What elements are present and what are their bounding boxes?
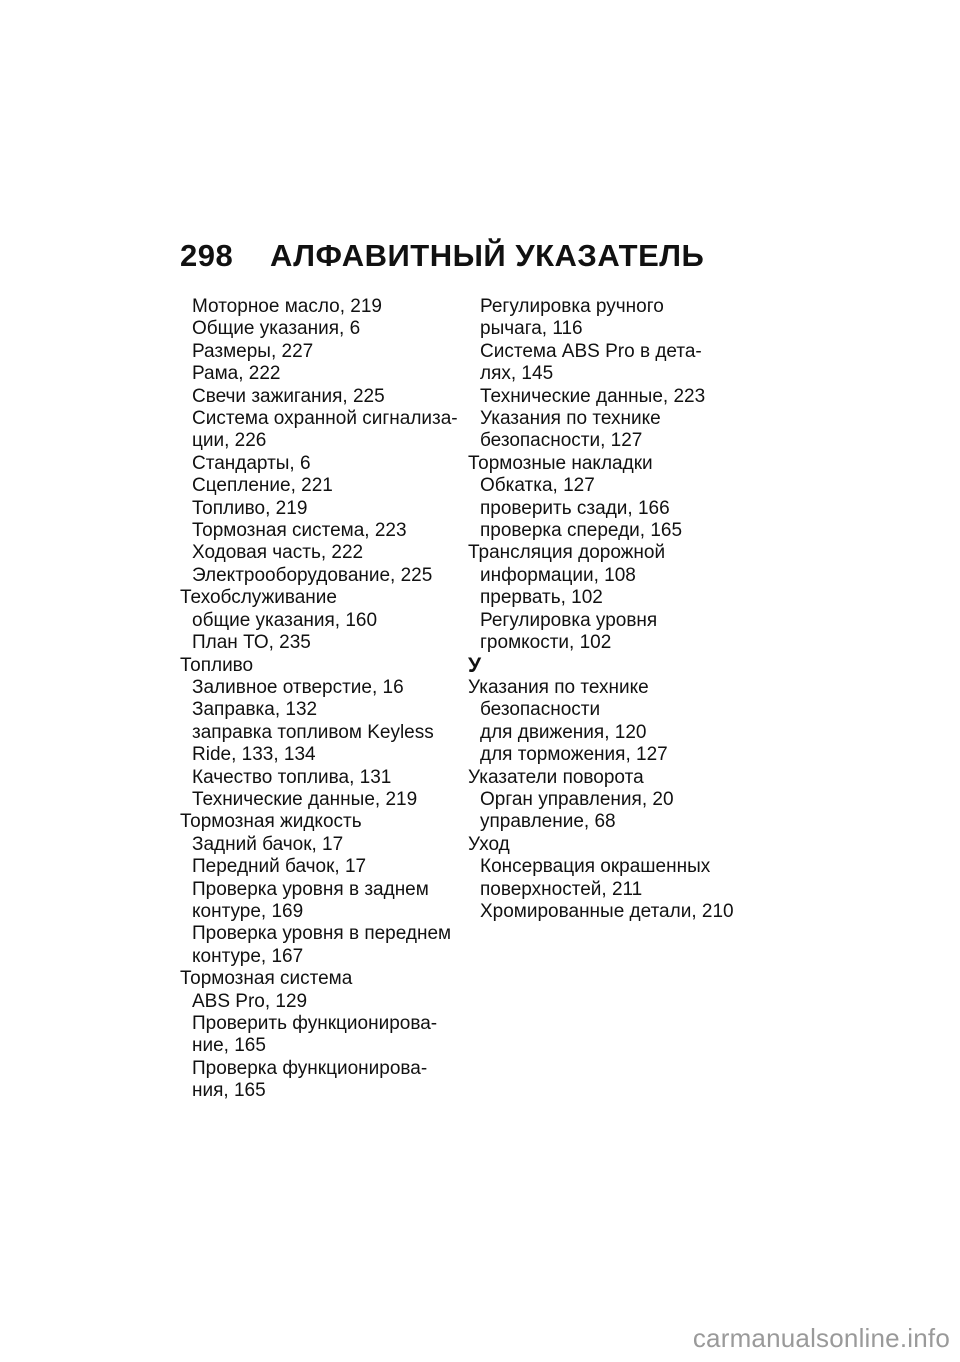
index-entry-sub: Система ABS Pro в дета- [480, 340, 702, 362]
index-entry-sub: Свечи зажигания, 225 [192, 385, 385, 407]
index-column-left [180, 296, 460, 1103]
index-entry-sub: Ходовая часть, 222 [192, 542, 364, 564]
index-entry-sub: проверить сзади, 166 [480, 497, 670, 519]
index-entry-main: Техобслуживание [180, 587, 337, 609]
index-entry-sub: Проверка функционирова- [192, 1057, 428, 1079]
index-entry-sub: безопасности, 127 [480, 430, 643, 452]
index-entry-sub: Проверка уровня в заднем [192, 878, 429, 900]
index-entry-sub: Задний бачок, 17 [192, 833, 344, 855]
index-entry-sub: Проверка уровня в переднем [192, 923, 452, 945]
index-entry-sub: Консервация окрашенных [480, 856, 711, 878]
index-entry-sub: Заправка, 132 [192, 699, 318, 721]
index-entry-sub: прервать, 102 [480, 587, 603, 609]
index-entry-main: Уход [468, 833, 510, 855]
index-entry-sub: Регулировка уровня [480, 609, 658, 631]
index-entry-sub: Рама, 222 [192, 363, 281, 385]
index-entry-sub: Обкатка, 127 [480, 475, 595, 497]
page-header [180, 238, 704, 282]
index-column-right [468, 296, 768, 923]
index-entry-sub: Моторное масло, 219 [192, 296, 382, 317]
index-entry-sub: Заливное отверстие, 16 [192, 676, 404, 698]
index-entry-main: Указания по технике [468, 676, 649, 698]
index-entry-sub: громкости, 102 [480, 632, 612, 654]
index-entry-sub: План ТО, 235 [192, 632, 311, 654]
index-entry-sub: Ride, 133, 134 [192, 744, 316, 766]
index-entry-main: Топливо [180, 654, 254, 676]
section-letter: У [468, 653, 482, 677]
index-entry-sub: Орган управления, 20 [480, 788, 674, 810]
index-entry-sub: Качество топлива, 131 [192, 766, 392, 788]
index-entry-main: Тормозная система [180, 968, 353, 990]
index-entry-sub: Хромированные детали, 210 [480, 900, 734, 922]
index-entry-sub: контуре, 167 [192, 945, 304, 967]
page-number: 298 [180, 238, 234, 273]
index-entry-sub: Топливо, 219 [192, 497, 308, 519]
index-entry-sub: Проверить функционирова- [192, 1013, 438, 1034]
index-entry-sub: поверхностей, 211 [480, 878, 643, 900]
index-entry-main: Тормозная жидкость [180, 811, 362, 833]
index-entry-sub: управление, 68 [480, 811, 616, 833]
index-entry-sub: проверка спереди, 165 [480, 520, 683, 542]
page-title: АЛФАВИТНЫЙ УКАЗАТЕЛЬ [270, 238, 705, 273]
index-entry-sub: Размеры, 227 [192, 340, 314, 362]
index-entry-sub: Регулировка ручного [480, 296, 664, 317]
index-entry-sub: ние, 165 [192, 1035, 266, 1057]
index-entry-sub: заправка топливом Keyless [192, 721, 434, 743]
index-entry-sub: общие указания, 160 [192, 609, 378, 631]
index-entry-sub: рычага, 116 [480, 318, 583, 340]
index-entry-sub: контуре, 169 [192, 900, 304, 922]
index-entry-sub: Технические данные, 219 [192, 788, 418, 810]
index-entry-sub: Технические данные, 223 [480, 385, 706, 407]
index-entry-sub: безопасности [480, 699, 601, 721]
index-entry-sub: Электрооборудование, 225 [192, 564, 433, 586]
index-entry-main: Тормозные накладки [468, 452, 653, 474]
index-entry-sub: информации, 108 [480, 564, 636, 586]
index-entry-sub: для торможения, 127 [480, 744, 668, 766]
index-entry-main: Указатели поворота [468, 766, 644, 788]
index-entry-sub: ния, 165 [192, 1080, 266, 1102]
index-entry-sub: Передний бачок, 17 [192, 856, 367, 878]
index-entry-sub: Сцепление, 221 [192, 475, 333, 497]
index-entry-sub: для движения, 120 [480, 721, 647, 743]
index-entry-sub: Система охранной сигнализа- [192, 408, 458, 430]
index-entry-sub: ции, 226 [192, 430, 267, 452]
index-entry-main: Трансляция дорожной [468, 542, 666, 564]
index-entry-sub: Стандарты, 6 [192, 452, 311, 474]
index-entry-sub: Тормозная система, 223 [192, 520, 407, 542]
index-entry-sub: Общие указания, 6 [192, 318, 361, 340]
index-entry-sub: лях, 145 [480, 363, 554, 385]
index-entry-sub: Указания по технике [480, 408, 661, 430]
watermark: carmanualsonline.info [692, 1323, 950, 1353]
index-entry-sub: ABS Pro, 129 [192, 990, 308, 1012]
